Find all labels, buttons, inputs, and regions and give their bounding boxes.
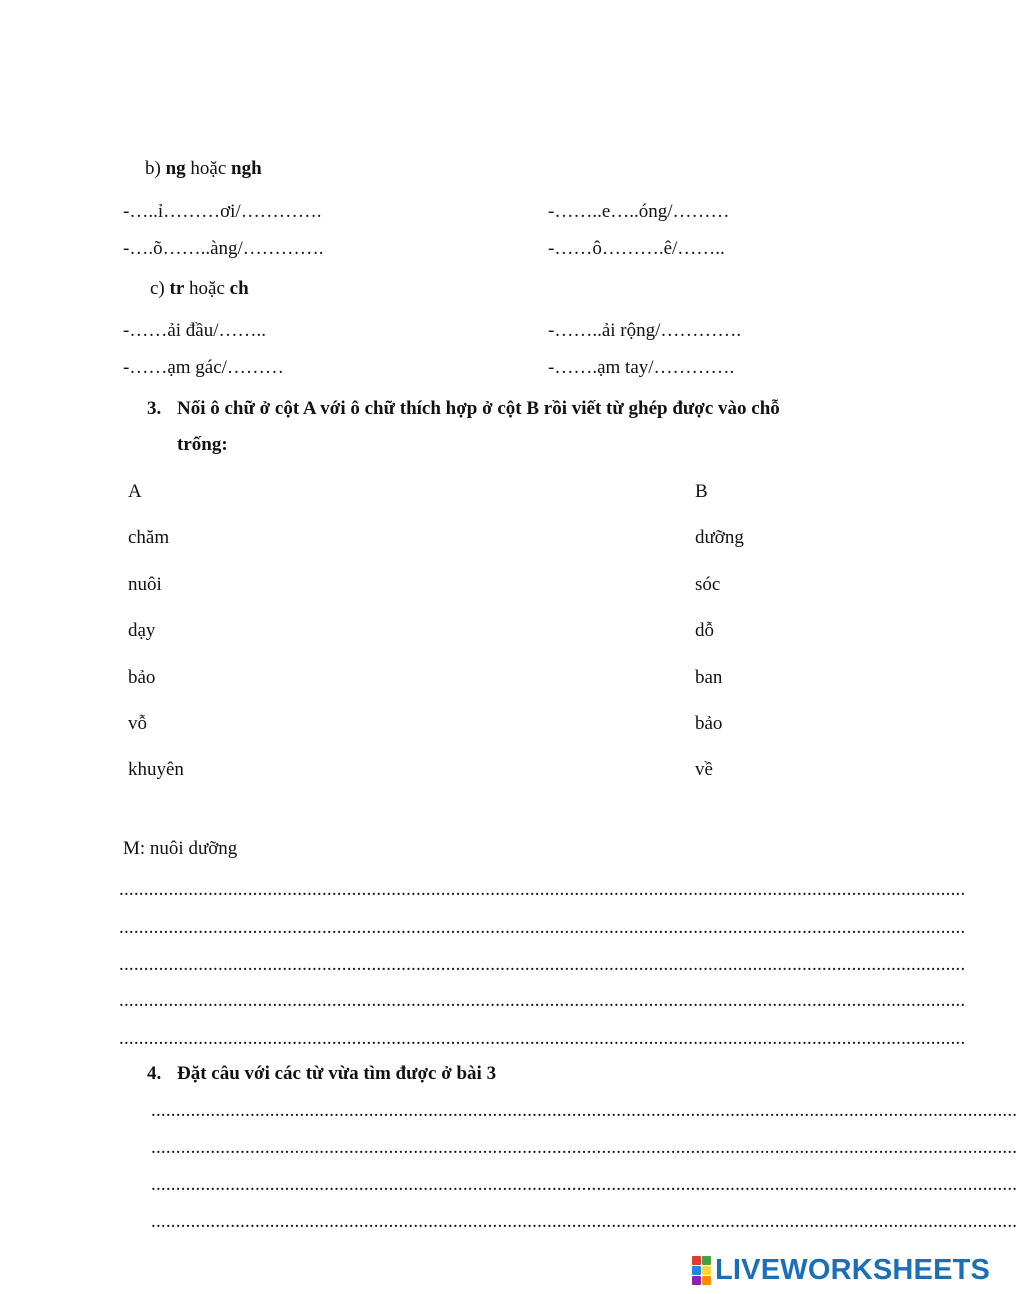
section-c-connector: hoặc	[184, 278, 230, 299]
section-b-connector: hoặc	[185, 158, 232, 179]
section-b-item[interactable]: -….õ……..àng/………….	[123, 238, 324, 259]
section-c-item[interactable]: -……..ải rộng/………….	[548, 320, 742, 341]
example-answer: M: nuôi dưỡng	[123, 838, 238, 859]
exercise-3-answer-line[interactable]: ...........................................................................................................................................................................	[119, 879, 966, 900]
section-b-prefix: b)	[145, 158, 166, 179]
logo-block	[692, 1266, 701, 1275]
column-b-word[interactable]: ban	[695, 667, 723, 688]
exercise-4-answer-line[interactable]: ...............................................................................................................................................................................	[151, 1174, 1017, 1195]
section-c-item[interactable]: -……ải đầu/……..	[123, 320, 267, 341]
exercise-3-instruction: Nối ô chữ ở cột A với ô chữ thích hợp ở cột B rồi viết từ ghép được vào chỗ	[177, 398, 780, 419]
liveworksheets-logo	[692, 1255, 990, 1285]
column-a-word[interactable]: dạy	[128, 620, 156, 641]
logo-block	[692, 1256, 701, 1265]
logo-block	[692, 1276, 701, 1285]
section-c-item[interactable]: -……ạm gác/………	[123, 357, 284, 378]
exercise-4-number: 4.	[147, 1063, 162, 1084]
column-b-word[interactable]: bảo	[695, 713, 723, 734]
column-a-word[interactable]: vỗ	[128, 713, 147, 734]
section-c-prefix: c)	[150, 278, 170, 299]
exercise-3-instruction-cont: trống:	[177, 434, 228, 455]
exercise-4-answer-line[interactable]: ...............................................................................................................................................................................	[151, 1100, 1017, 1121]
logo-block	[702, 1276, 711, 1285]
column-b-word[interactable]: dỗ	[695, 620, 714, 641]
section-b-option-2: ngh	[231, 158, 262, 179]
column-b-word[interactable]: về	[695, 759, 713, 780]
logo-block	[702, 1256, 711, 1265]
column-b-word[interactable]: dưỡng	[695, 527, 744, 548]
column-a-header: A	[128, 481, 142, 502]
exercise-3-answer-line[interactable]: ...........................................................................................................................................................................	[119, 990, 966, 1011]
column-a-word[interactable]: chăm	[128, 527, 170, 548]
exercise-4-answer-line[interactable]: ...............................................................................................................................................................................	[151, 1211, 1017, 1232]
section-b-item[interactable]: -……ô……….ê/……..	[548, 238, 725, 259]
column-a-word[interactable]: nuôi	[128, 574, 162, 595]
column-b-word[interactable]: sóc	[695, 574, 721, 595]
section-c-option-2: ch	[229, 278, 249, 299]
exercise-4-instruction: Đặt câu với các từ vừa tìm được ở bài 3	[177, 1063, 497, 1084]
section-b-item[interactable]: -……..e…..óng/………	[548, 201, 730, 222]
column-a-word[interactable]: khuyên	[128, 759, 184, 780]
column-b-header: B	[695, 481, 708, 502]
logo-blocks-icon	[692, 1256, 711, 1285]
section-c-item[interactable]: -…….ạm tay/………….	[548, 357, 735, 378]
exercise-3-answer-line[interactable]: ...........................................................................................................................................................................	[119, 1028, 966, 1049]
section-b-heading	[145, 159, 262, 178]
exercise-3-answer-line[interactable]: ...........................................................................................................................................................................	[119, 917, 966, 938]
section-b-option-1: ng	[165, 158, 186, 179]
section-c-heading	[150, 279, 249, 298]
section-c-option-1: tr	[169, 278, 185, 299]
exercise-3-answer-line[interactable]: ...........................................................................................................................................................................	[119, 954, 966, 975]
exercise-4-answer-line[interactable]: ...............................................................................................................................................................................	[151, 1137, 1017, 1158]
column-a-word[interactable]: bảo	[128, 667, 156, 688]
section-b-item[interactable]: -…..ỉ………ơi/………….	[123, 201, 322, 222]
brand-name: LIVEWORKSHEETS	[715, 1253, 991, 1286]
logo-block	[702, 1266, 711, 1275]
exercise-3-number: 3.	[147, 398, 162, 419]
